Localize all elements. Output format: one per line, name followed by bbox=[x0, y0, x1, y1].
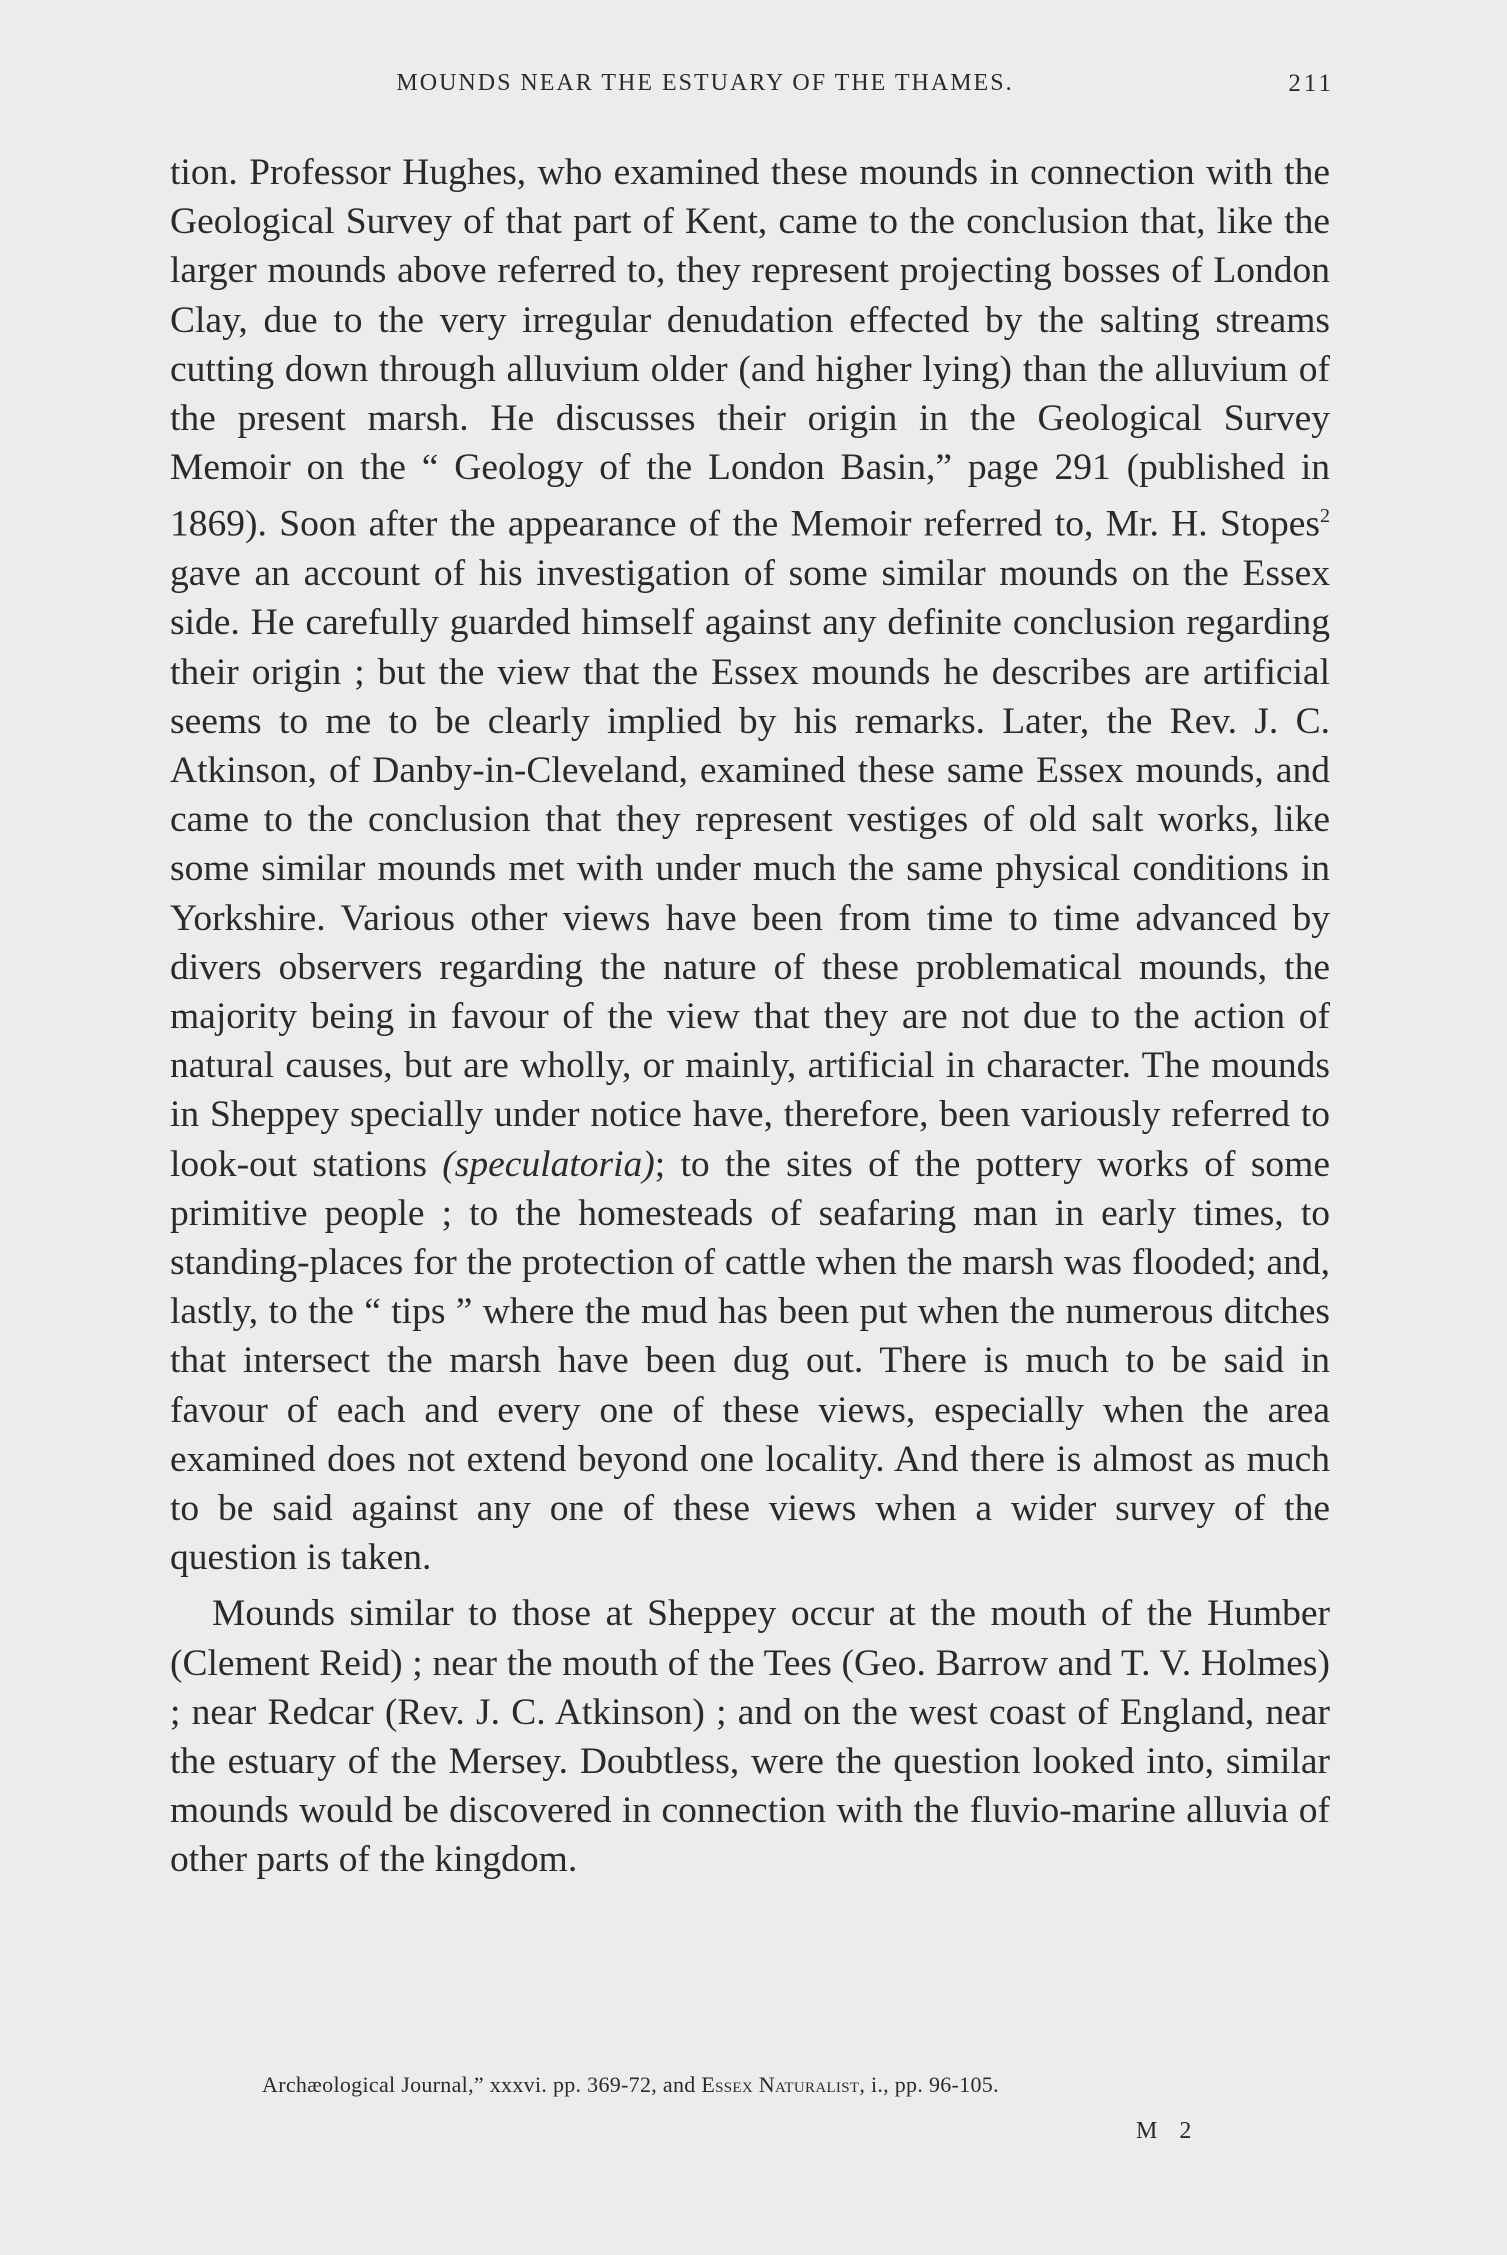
paragraph-1-part-b: gave an account of his investigation of some similar mounds on the Essex side. He carefully guarded himself against any definite conclusion regarding their origin ; but the view that the Essex mounds he describes are artificial seems to me to be clearly implied by his remarks. Later, the Rev. J. C. Atkinson, of Danby-in-Cleveland, examined these same Essex mounds, and came to the conclusion that they represent vestiges of old salt works, like some similar mounds met with under much the same physical conditions in Yorkshire. Various other views have been from time to time advanced by divers observers regarding the nature of these problematical mounds, the majority being in favour of the view that they are not due to the action of natural causes, but are wholly, or mainly, artificial in character. The mounds in Sheppey specially under notice have, therefore, been variously referred to look-out stations bbox=[170, 553, 1330, 1185]
footnote bbox=[262, 2072, 999, 2098]
paragraph-1-part-c: ; to the sites of the pottery works of some primitive people ; to the homesteads of seafaring man in early times, to standing-places for the protection of cattle when the marsh was flooded; and, lastly, to the “ tips ” where the mud has been put when the numerous ditches that intersect the marsh have been dug out. There is much to be said in favour of each and every one of these views, especially when the area examined does not extend beyond one locality. And there is almost as much to be said against any one of these views when a wider survey of the question is taken. bbox=[170, 1143, 1330, 1579]
running-title: MOUNDS NEAR THE ESTUARY OF THE THAMES. bbox=[396, 70, 1014, 96]
italic-term: (speculatoria) bbox=[442, 1143, 655, 1185]
footnote-part-a: Archæological Journal,” xxxvi. pp. 369-72, and bbox=[262, 2072, 702, 2097]
paragraph-1 bbox=[170, 148, 1330, 1582]
footnote-ref: 2 bbox=[1320, 505, 1330, 528]
signature-mark: M 2 bbox=[1136, 2118, 1200, 2144]
paragraph-1-part-a: tion. Professor Hughes, who examined these mounds in connection with the Geological Survey of that part of Kent, came to the conclusion that, like the larger mounds above referred to, they represent projecting bosses of London Clay, due to the very irregular denudation effected by the salting streams cutting down through alluvium older (and higher lying) than the alluvium of the present marsh. He discusses their origin in the Geological Survey Memoir on the “ Geology of the London Basin,” page 291 (published in 1869). Soon after the appearance of the Memoir referred to, Mr. H. Stopes bbox=[170, 152, 1330, 545]
footnote-part-b: , i., pp. 96-105. bbox=[859, 2072, 999, 2097]
paragraph-2: Mounds similar to those at Sheppey occur at the mouth of the Humber (Clement Reid) ; near the mouth of the Tees (Geo. Barrow and T. V. Holmes) ; near Redcar (Rev. J. C. Atkinson) ; and on the west coast of England, near the estuary of the Mersey. Doubtless, were the question looked into, similar mounds would be discovered in connection with the fluvio-marine alluvia of other parts of the kingdom. bbox=[170, 1593, 1330, 1881]
running-head bbox=[170, 70, 1350, 110]
page-number: 211 bbox=[1288, 70, 1334, 97]
body-text bbox=[170, 148, 1330, 1885]
footnote-journal: Essex Naturalist bbox=[701, 2072, 860, 2097]
